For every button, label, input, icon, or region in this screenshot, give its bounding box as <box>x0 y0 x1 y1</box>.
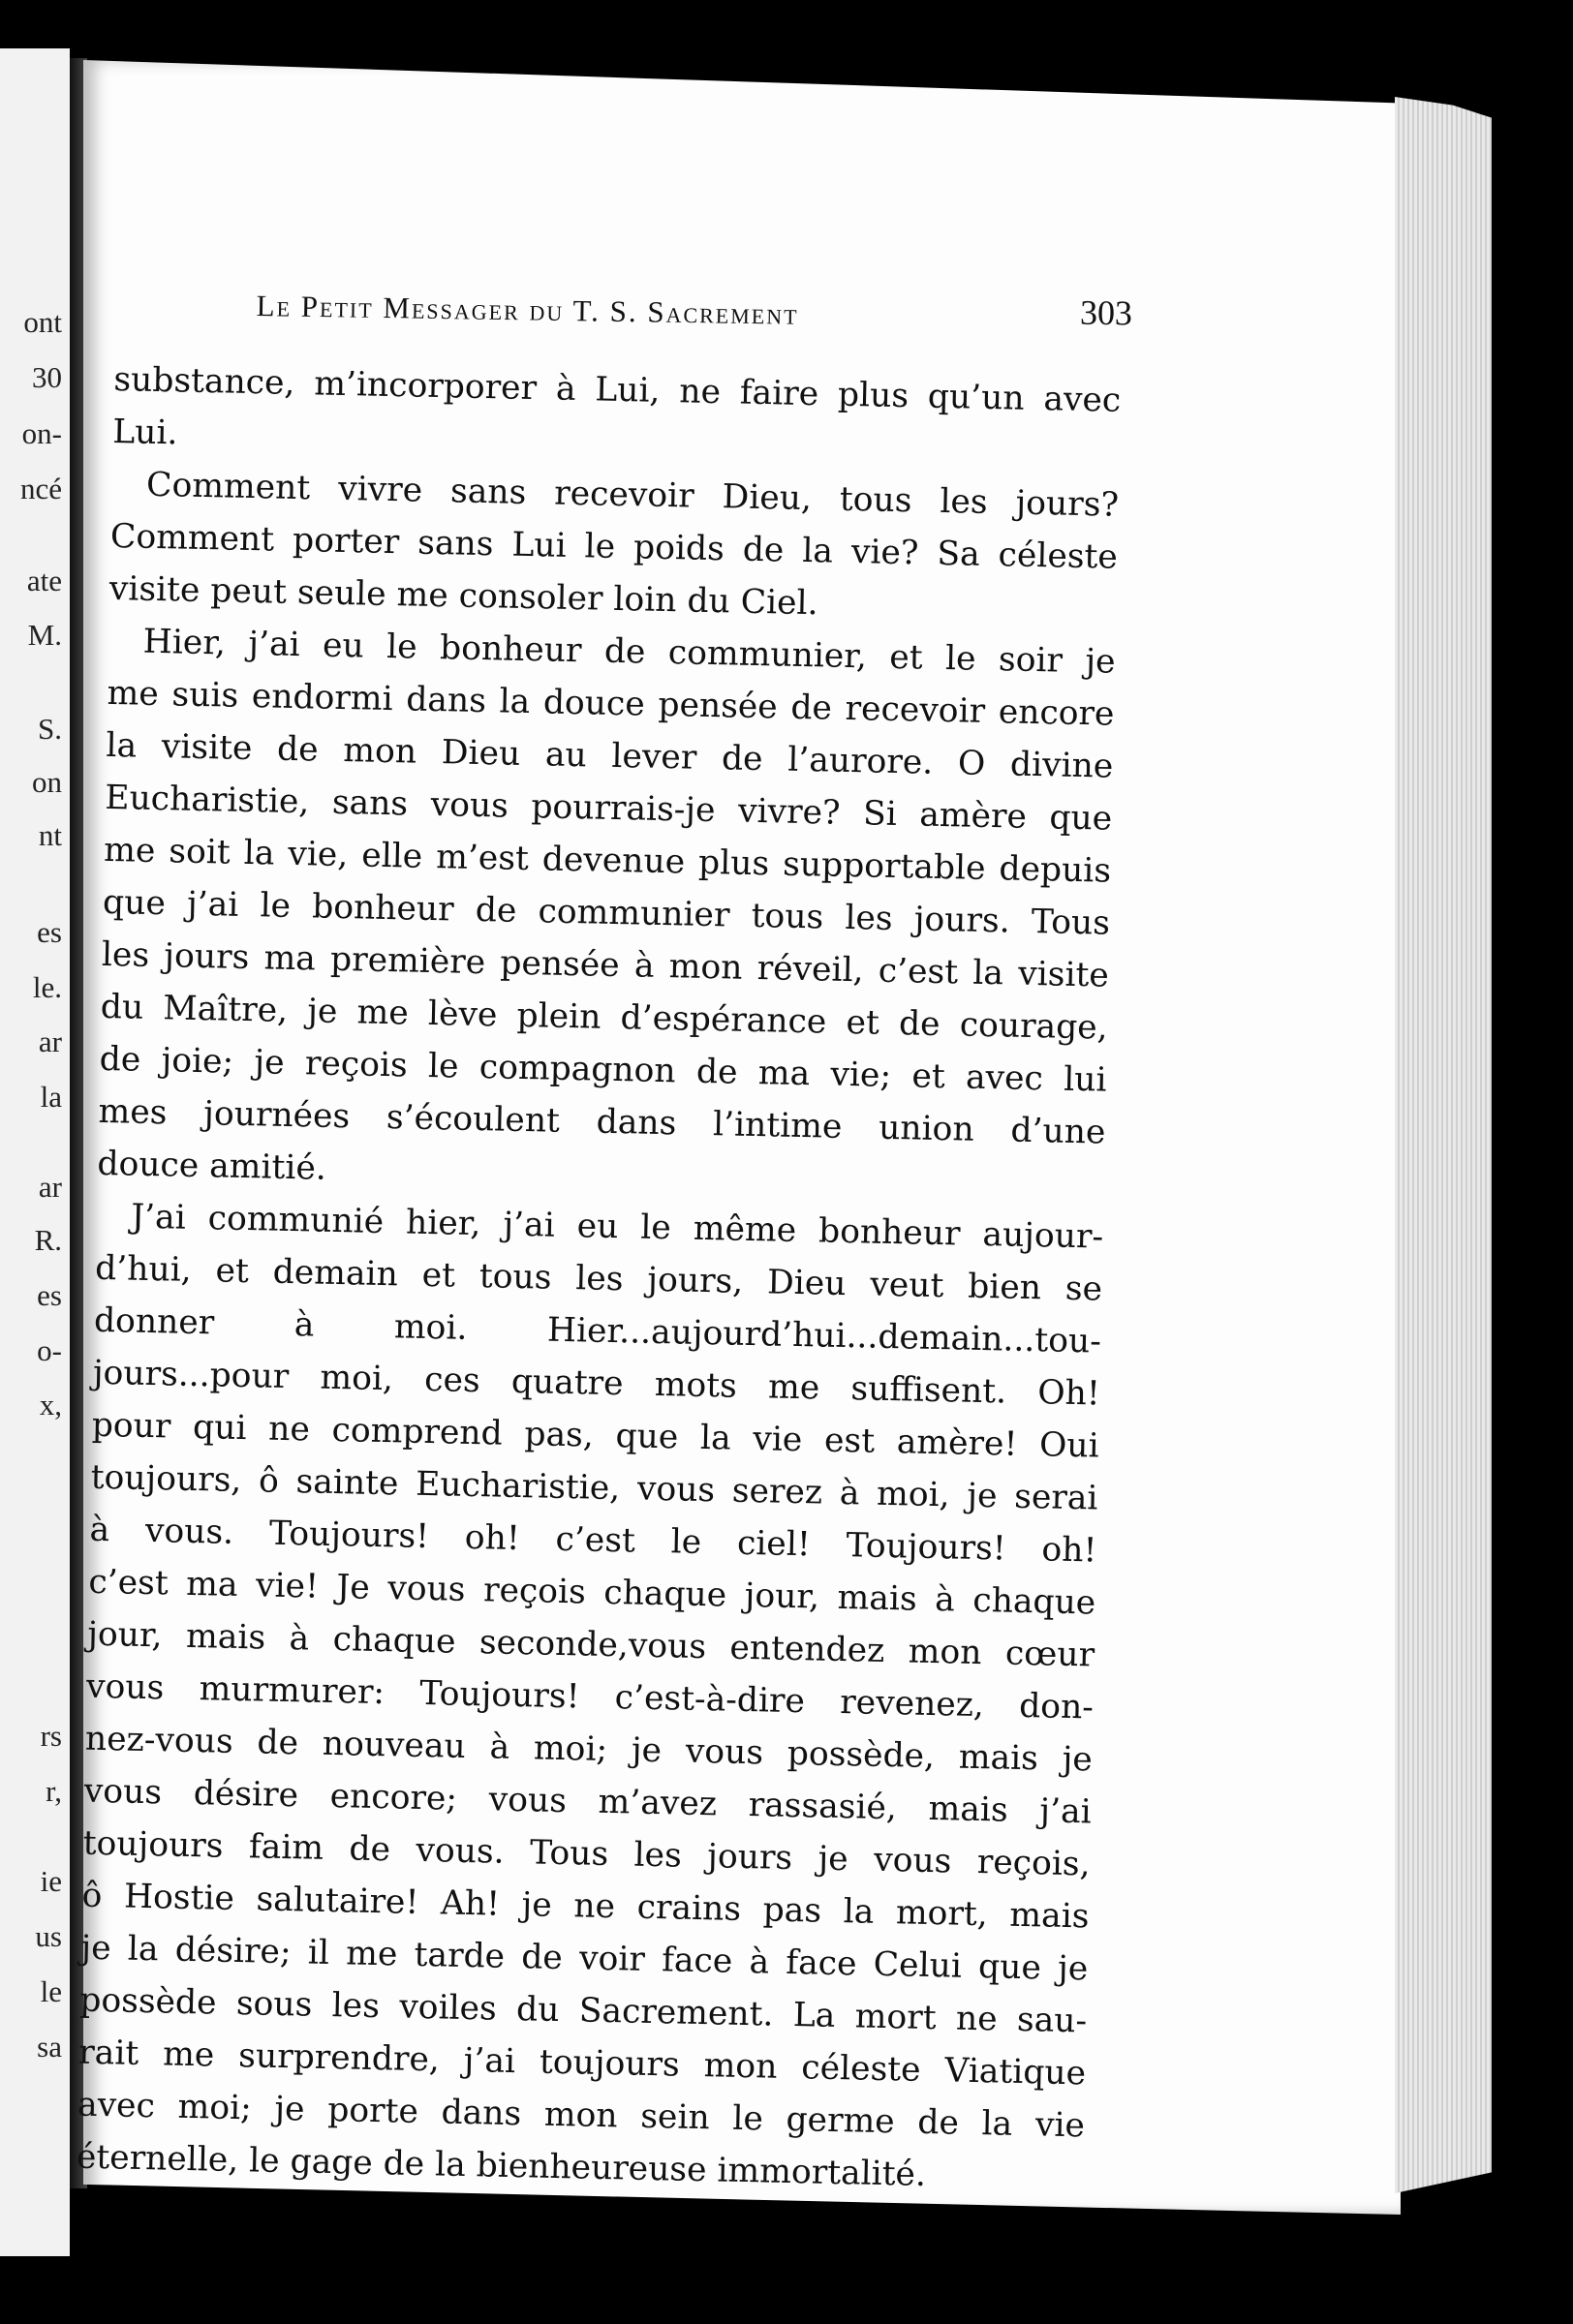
left-page-fragment: es <box>37 915 62 949</box>
left-page-fragment: o- <box>37 1333 62 1367</box>
paragraph <box>97 615 1116 1211</box>
left-page-fragment: ar <box>38 1024 62 1058</box>
text-line: pour qui ne comprend pas, que la vie est amère! Oui <box>91 1405 1100 1466</box>
left-page-fragment: r, <box>46 1774 62 1808</box>
body-text <box>76 353 1121 2204</box>
text-line: Hier, j’ai eu le bonheur de communier, et le soir je <box>142 622 1116 682</box>
text-line: toujours, ô sainte Eucharistie, vous serez à moi, je serai <box>90 1457 1098 1518</box>
text-line: c’est ma vie! Je vous reçois chaque jour, mais à chaque <box>88 1562 1096 1623</box>
text-line: donner à moi. Hier...aujourd’hui...demain...tou- <box>93 1300 1102 1361</box>
text-line: rait me surprendre, j’ai toujours mon céleste Viatique <box>77 2033 1087 2094</box>
left-page-fragment: sa <box>37 2030 62 2064</box>
text-line: nez-vous de nouveau à moi; je vous possède, mais je <box>84 1719 1094 1780</box>
left-page-fragment: x, <box>39 1388 62 1422</box>
left-page-fragment: R. <box>34 1223 62 1257</box>
left-page-fragment: S. <box>38 712 62 746</box>
text-line: je la désire; il me tarde de voir face à face Celui que je <box>80 1928 1089 1989</box>
left-page-fragment: us <box>35 1919 62 1953</box>
text-line: ô Hostie salutaire! Ah! je ne crains pas la mort, mais <box>81 1876 1090 1937</box>
text-line: Comment porter sans Lui le poids de la vie? Sa céleste <box>109 516 1119 577</box>
paragraph <box>108 458 1119 636</box>
left-page-fragment: ate <box>26 564 62 597</box>
left-page-fragment: ncé <box>19 472 62 505</box>
left-page-fragment: ont <box>23 305 62 339</box>
text-line: J’ai communié hier, j’ai eu le même bonheur aujour- <box>130 1197 1104 1257</box>
page-number: 303 <box>1079 292 1133 333</box>
text-line: substance, m’incorporer à Lui, ne faire plus qu’un avec <box>113 359 1122 420</box>
text-line: Eucharistie, sans vous pourrais-je vivre? Si amère que <box>104 778 1113 839</box>
text-line: éternelle, le gage de la bienheureuse immortalité. <box>76 2137 927 2194</box>
text-line: à vous. Toujours! oh! c’est le ciel! Toujours! oh! <box>89 1510 1097 1571</box>
page-edges <box>1395 97 1492 2193</box>
running-title: Le Petit Messager du T. S. Sacrement <box>256 289 799 331</box>
left-page-fragment: es <box>37 1278 62 1312</box>
text-line: visite peut seule me consoler loin du Ciel. <box>108 568 818 624</box>
text-line: Comment vivre sans recevoir Dieu, tous les jours? <box>145 465 1120 525</box>
previous-page-fragment <box>0 48 70 2256</box>
text-line: possède sous les voiles du Sacrement. La mort ne sau- <box>78 1980 1088 2041</box>
text-line: Lui. <box>111 412 178 453</box>
left-page-fragment: le. <box>32 970 62 1004</box>
text-line: mes journées s’écoulent dans l’intime union d’une <box>98 1091 1106 1152</box>
text-line: jour, mais à chaque seconde,vous entendez mon cœur <box>86 1614 1095 1675</box>
text-line: douce amitié. <box>97 1144 327 1188</box>
left-page-fragment: ie <box>40 1864 62 1898</box>
left-page-fragment: M. <box>27 618 62 652</box>
text-line: que j’ai le bonheur de communier tous les jours. Tous <box>102 882 1111 943</box>
text-line: avec moi; je porte dans mon sein le germe de la vie <box>77 2085 1086 2146</box>
text-line: de joie; je reçois le compagnon de ma vie; et avec lui <box>99 1039 1107 1100</box>
left-page-fragment: on- <box>21 416 62 450</box>
text-line: me soit la vie, elle m’est devenue plus supportable depuis <box>103 830 1112 891</box>
left-page-fragment: 30 <box>32 360 62 394</box>
text-line: du Maître, je me lève plein d’espérance et de courage, <box>100 987 1109 1048</box>
left-page-fragment: on <box>32 765 62 799</box>
left-page-fragment: le <box>40 1974 62 2008</box>
left-page-fragment: ar <box>38 1170 62 1204</box>
text-line: d’hui, et demain et tous les jours, Dieu veut bien se <box>94 1248 1103 1309</box>
text-line: la visite de mon Dieu au lever de l’aurore. O divine <box>106 725 1114 786</box>
text-line: vous murmurer: Toujours! c’est-à-dire revenez, don- <box>85 1667 1095 1728</box>
text-line: jours...pour moi, ces quatre mots me suffisent. Oh! <box>92 1353 1101 1414</box>
text-line: les jours ma première pensée à mon réveil, c’est la visite <box>101 934 1110 995</box>
paragraph <box>76 1190 1103 2205</box>
left-page-fragment: la <box>40 1080 62 1114</box>
left-page-fragment: rs <box>40 1719 62 1753</box>
text-line: toujours faim de vous. Tous les jours je vous reçois, <box>82 1823 1091 1884</box>
text-line: vous désire encore; vous m’avez rassasié, mais j’ai <box>83 1771 1093 1832</box>
text-line: me suis endormi dans la douce pensée de recevoir encore <box>107 673 1115 734</box>
left-page-fragment: nt <box>38 818 62 852</box>
